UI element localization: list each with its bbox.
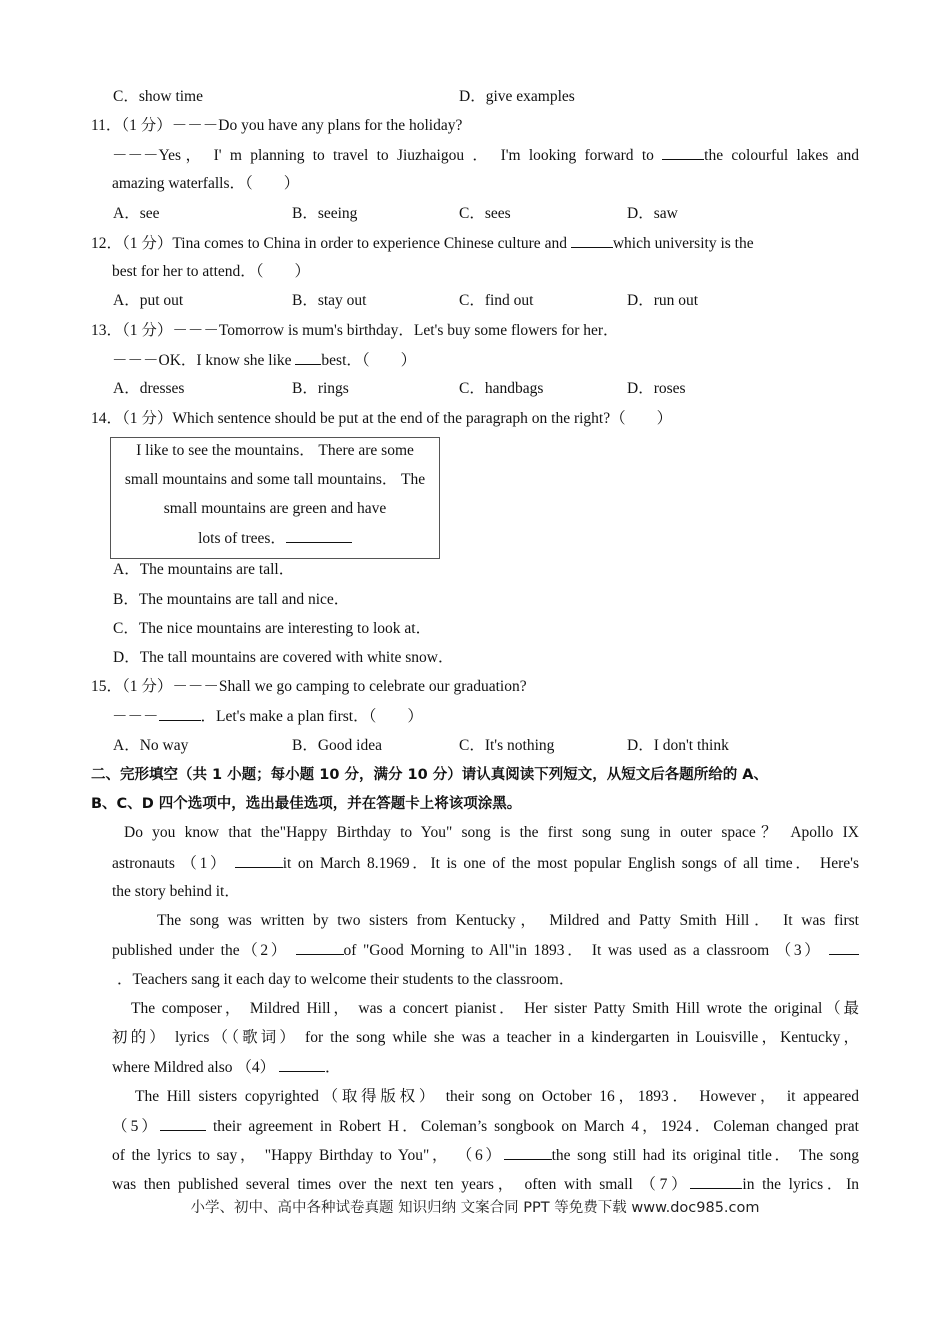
blank-1 <box>235 853 283 868</box>
q12-option-b: B．stay out <box>292 292 367 309</box>
q13-stem: 13．（1 分）－－－Tomorrow is mum's birthday．Let's buy some flowers for her． <box>91 322 619 339</box>
q14-option-a: A．The mountains are tall． <box>113 561 295 578</box>
q14-box-line-3: small mountains are green and have <box>163 500 387 517</box>
q13-blank <box>295 350 321 365</box>
q14-box-line-4-text: lots of trees． <box>198 530 286 547</box>
q13-option-b: B．rings <box>292 380 349 397</box>
passage-p3-line3-tail: ． <box>325 1059 341 1076</box>
passage-p4-line4 <box>112 1174 859 1195</box>
q15-line2-text: ．Let's make a plan first．（ ） <box>200 708 423 725</box>
passage-p4-line3-text: of the lyrics to say， "Happy Birthday to You"， （6） <box>112 1147 504 1164</box>
q12-stem <box>91 233 754 254</box>
passage-p4-line3-tail: the song still had its original title． The song <box>551 1147 859 1164</box>
q11-option-b: B．seeing <box>292 205 358 222</box>
passage-p1-line2-tail: it on March 8.1969．It is one of the most popular English songs of all time． Here's <box>282 855 860 872</box>
passage-p4-line1: The Hill sisters copyrighted（取得版权） their song on October 16，1893． However， it appeared <box>135 1088 859 1105</box>
page-footer: 小学、初中、高中各种试卷真题 知识归纳 文案合同 PPT 等免费下载 www.doc985.com <box>190 1200 760 1216</box>
passage-p1-line2 <box>112 853 859 874</box>
q12-line2: best for her to attend．（ ） <box>112 263 311 280</box>
passage-p3-line2: 初的） lyrics（（歌词） for the song while she was a teacher in a kindergarten in Louisville，Kentucky， <box>112 1029 859 1046</box>
q14-box-line-4 <box>110 528 440 549</box>
q13-line2 <box>112 350 416 371</box>
q13-option-d: D．roses <box>627 380 686 397</box>
q12-option-d: D．run out <box>627 292 699 309</box>
section2-heading-line1: 二、完形填空（共 1 小题；每小题 10 分，满分 10 分）请认真阅读下列短文，从短文后各题所给的 A、 <box>91 767 769 783</box>
passage-p2-line3: ．Teachers sang it each day to welcome their students to the classroom． <box>117 971 575 988</box>
passage-p2-line2 <box>112 940 859 961</box>
q14-option-d: D．The tall mountains are covered with white snow． <box>113 649 454 666</box>
q12-stem-tail: which university is the <box>612 235 754 252</box>
passage-p2-line2-text: published under the（2） <box>112 942 289 959</box>
blank-3 <box>829 940 859 955</box>
passage-p4-line2-tail: their agreement in Robert H．Coleman’s songbook on March 4，1924．Coleman changed prat <box>212 1118 859 1135</box>
q11-option-d: D．saw <box>627 205 678 222</box>
q10-option-d: D．give examples <box>459 88 575 105</box>
q12-blank <box>571 233 613 248</box>
q11-line2 <box>112 145 859 166</box>
q13-option-a: A．dresses <box>113 380 185 397</box>
q11-line2-text: －－－Yes， I' m planning to travel to Jiuzhaigou ． I'm looking forward to <box>112 147 654 164</box>
q10-option-c: C．show time <box>113 88 203 105</box>
passage-p4-line2-text: （5） <box>112 1118 161 1135</box>
passage-p2-line1: The song was written by two sisters from Kentucky， Mildred and Patty Smith Hill． It was first <box>157 912 859 929</box>
q14-box-line-2: small mountains and some tall mountains． The <box>124 471 426 488</box>
blank-5 <box>160 1116 206 1131</box>
q11-line2-tail: the colourful lakes and <box>704 147 859 164</box>
q14-box-line-1: I like to see the mountains． There are some <box>136 442 414 459</box>
blank-2 <box>296 940 344 955</box>
q15-option-b: B．Good idea <box>292 737 382 754</box>
q14-option-c: C．The nice mountains are interesting to look at． <box>113 620 432 637</box>
blank-6 <box>504 1145 552 1160</box>
q11-line3: amazing waterfalls．（ ） <box>112 175 300 192</box>
q13-line2-tail: best．（ ） <box>321 352 417 369</box>
q11-stem: 11．（1 分）－－－Do you have any plans for the holiday? <box>91 117 463 134</box>
passage-p1-line2-text: astronauts （1） <box>112 855 229 872</box>
passage-p3-line3-text: where Mildred also （4） <box>112 1059 276 1076</box>
q11-option-a: A．see <box>113 205 160 222</box>
q11-option-c: C．sees <box>459 205 511 222</box>
q15-blank <box>159 706 201 721</box>
passage-p2-line2-mid: of "Good Morning to All"in 1893． It was used as a classroom （3） <box>343 942 823 959</box>
section2-heading-line2: B、C、D 四个选项中，选出最佳选项，并在答题卡上将该项涂黑。 <box>91 796 522 812</box>
q14-box-blank <box>286 528 352 543</box>
q15-option-d: D．I don't think <box>627 737 729 754</box>
q13-line2-text: －－－OK．I know she like <box>112 352 292 369</box>
q15-option-a: A．No way <box>113 737 189 754</box>
passage-p3-line1: The composer， Mildred Hill， was a concert pianist． Her sister Patty Smith Hill wrote the original（最 <box>131 1000 859 1017</box>
passage-p4-line4-text: was then published several times over the next ten years， often with small （7） <box>112 1176 691 1193</box>
q15-line2 <box>112 706 423 727</box>
q15-line2-dashes: －－－ <box>112 708 159 725</box>
q12-stem-text: 12．（1 分）Tina comes to China in order to experience Chinese culture and <box>91 235 567 252</box>
blank-4 <box>279 1057 325 1072</box>
blank-7 <box>690 1174 742 1189</box>
passage-p1-line3: the story behind it． <box>112 883 240 900</box>
passage-p3-line3 <box>112 1057 341 1078</box>
q14-option-b: B．The mountains are tall and nice． <box>113 591 350 608</box>
passage-p4-line2 <box>112 1116 859 1137</box>
passage-p4-line4-tail: in the lyrics．In <box>742 1176 860 1193</box>
q15-option-c: C．It's nothing <box>459 737 555 754</box>
q14-stem: 14．（1 分）Which sentence should be put at the end of the paragraph on the right?（ ） <box>91 410 673 427</box>
q12-option-c: C．find out <box>459 292 534 309</box>
passage-p1-line1: Do you know that the"Happy Birthday to You" song is the first song sung in outer space？ Apollo IX <box>124 824 859 841</box>
q15-stem: 15．（1 分）－－－Shall we go camping to celebrate our graduation? <box>91 678 527 695</box>
passage-p4-line3 <box>112 1145 859 1166</box>
q11-blank <box>662 145 704 160</box>
q13-option-c: C．handbags <box>459 380 544 397</box>
q12-option-a: A．put out <box>113 292 184 309</box>
